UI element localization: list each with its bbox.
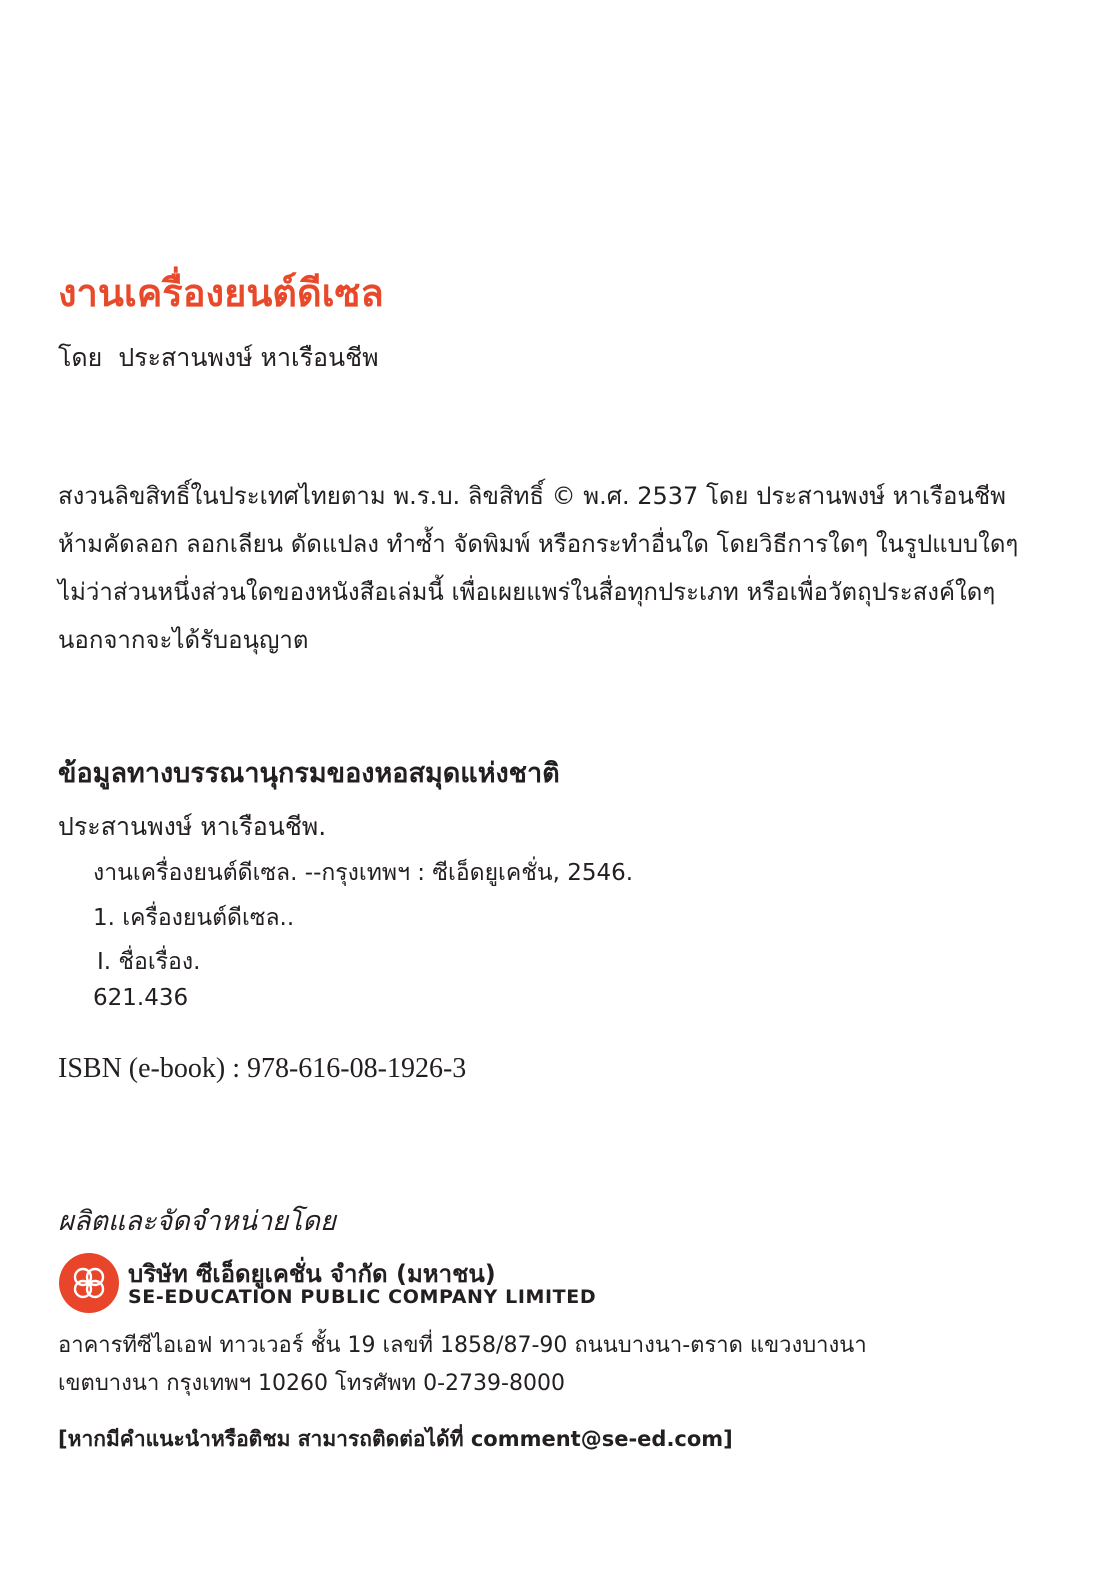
book-title: งานเครื่องยนต์ดีเซล (58, 270, 384, 315)
author-name: ประสานพงษ์ หาเรือนชีพ (118, 343, 379, 372)
catalog-heading: ข้อมูลทางบรรณานุกรมของหอสมุดแห่งชาติ (58, 758, 560, 789)
catalog-imprint: งานเครื่องยนต์ดีเซล. --กรุงเทพฯ : ซีเอ็ดยูเคชั่น, 2546. (93, 860, 634, 886)
copyright-line: สงวนลิขสิทธิ์ในประเทศไทยตาม พ.ร.บ. ลิขสิทธิ์ © พ.ศ. 2537 โดย ประสานพงษ์ หาเรือนชีพ (58, 482, 1006, 510)
contact-note: [หากมีคำแนะนำหรือติชม สามารถติดต่อได้ที่ comment@se-ed.com] (58, 1427, 733, 1451)
author-prefix: โดย (58, 343, 103, 372)
copyright-line: ห้ามคัดลอก ลอกเลียน ดัดแปลง ทำซ้ำ จัดพิมพ์ หรือกระทำอื่นใด โดยวิธีการใดๆ ในรูปแบบใดๆ (58, 530, 1019, 558)
copyright-line: ไม่ว่าส่วนหนึ่งส่วนใดของหนังสือเล่มนี้ เพื่อเผยแพร่ในสื่อทุกประเภท หรือเพื่อวัตถุประสงค์ใดๆ (58, 578, 996, 606)
address-line: เขตบางนา กรุงเทพฯ 10260 โทรศัพท 0-2739-8000 (58, 1371, 565, 1396)
publisher-name-thai: บริษัท ซีเอ็ดยูเคชั่น จำกัด (มหาชน) (128, 1260, 496, 1288)
copyright-line: นอกจากจะได้รับอนุญาต (58, 626, 309, 654)
author-line (58, 338, 379, 378)
catalog-subject: 1. เครื่องยนต์ดีเซล.. (93, 905, 295, 931)
produced-by-label: ผลิตและจัดจำหน่ายโดย (58, 1206, 336, 1237)
catalog-class-number: 621.436 (93, 985, 189, 1011)
catalog-author: ประสานพงษ์ หาเรือนชีพ. (58, 812, 327, 841)
publisher-name-english: SE-EDUCATION PUBLIC COMPANY LIMITED (128, 1286, 597, 1308)
catalog-title-entry: I. ชื่อเรื่อง. (97, 949, 201, 975)
isbn: ISBN (e-book) : 978-616-08-1926-3 (58, 1053, 467, 1084)
se-ed-logo-icon (59, 1253, 119, 1313)
copyright-notice (58, 472, 1058, 664)
address-line: อาคารทีซีไอเอฟ ทาวเวอร์ ชั้น 19 เลขที่ 1858/87-90 ถนนบางนา-ตราด แขวงบางนา (58, 1333, 867, 1358)
